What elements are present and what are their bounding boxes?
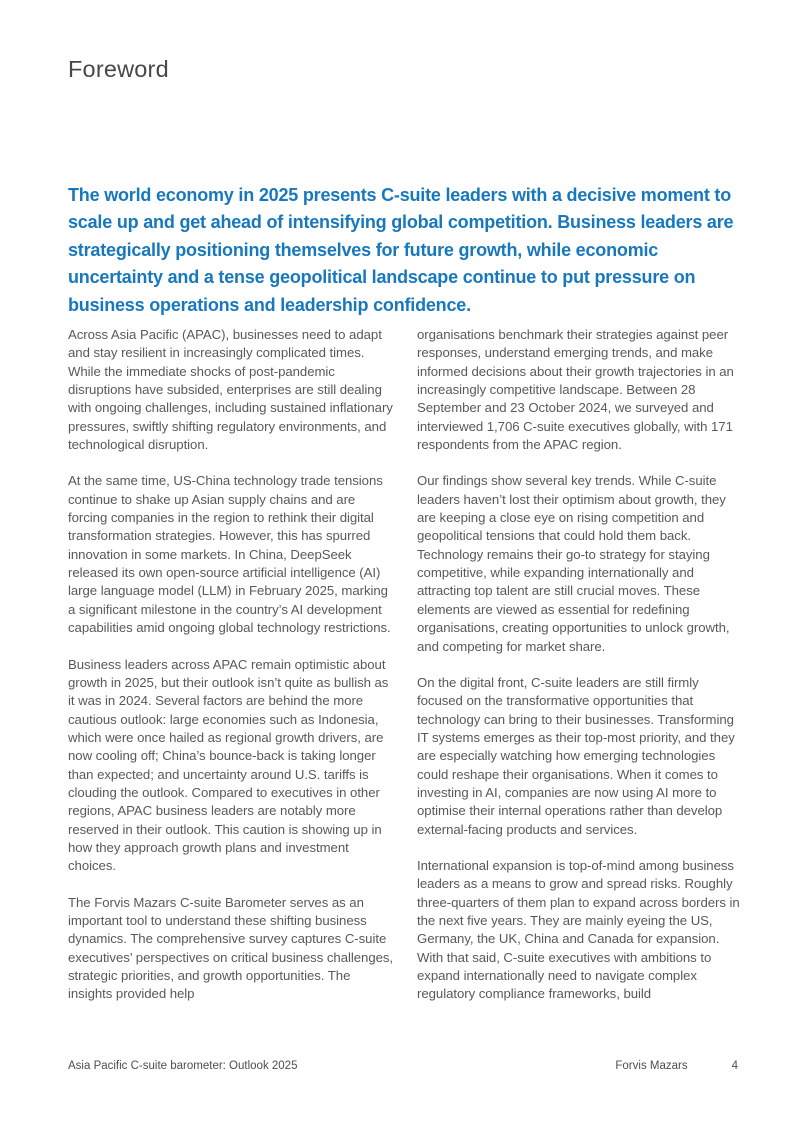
body-columns	[68, 326, 744, 1022]
body-paragraph: The Forvis Mazars C-suite Barometer serves as an important tool to understand these shifting business dynamics. The comprehensive survey captures C-suite executives’ perspectives on critical business challenges, strategic priorities, and growth opportunities. The insights provided help	[68, 894, 394, 1002]
body-paragraph: Business leaders across APAC remain optimistic about growth in 2025, but their outlook isn’t quite as bullish as it was in 2024. Several factors are behind the more cautious outlook: large economies such as Indonesia, which were once hailed as regional growth drivers, are now cooling off; China’s bounce-back is taking longer than expected; and uncertainty around U.S. tariffs is clouding the outlook. Compared to executives in other regions, APAC business leaders are notably more reserved in their outlook. This caution is showing up in how they approach growth plans and investment choices.	[68, 656, 389, 874]
footer-brand: Forvis Mazars	[615, 1060, 688, 1072]
footer-right-group	[615, 1060, 738, 1072]
body-paragraph: International expansion is top-of-mind among business leaders as a means to grow and spread risks. Roughly three-quarters of them plan to expand across borders in the next five years. They are mainly eyeing the US, Germany, the UK, China and Canada for expansion. With that said, C-suite executives with ambitions to expand internationally need to navigate complex regulatory compliance frameworks, build	[417, 857, 740, 1002]
lead-paragraph: The world economy in 2025 presents C-suite leaders with a decisive moment to scale up and get ahead of intensifying global competition. Business leaders are strategically positioning themselves for future growth, while economic uncertainty and a tense geopolitical landscape continue to put pressure on business operations and leadership confidence.	[68, 185, 734, 315]
body-paragraph: Across Asia Pacific (APAC), businesses need to adapt and stay resilient in increasingly complicated times. While the immediate shocks of post-pandemic disruptions have subsided, enterprises are still dealing with ongoing challenges, including sustained inflationary pressures, swiftly shifting regulatory environments, and technological disruption.	[68, 327, 393, 453]
body-paragraph: Our findings show several key trends. While C-suite leaders haven’t lost their optimism about growth, they are keeping a close eye on rising competition and geopolitical tensions that could hold them back. Technology remains their go-to strategy for staying competitive, while expanding internationally and attracting top talent are still crucial moves. These elements are viewed as essential for redefining organisations, creating opportunities to unlock growth, and competing for market share.	[417, 473, 730, 654]
left-column	[68, 326, 395, 1022]
footer-page-number: 4	[731, 1060, 738, 1072]
body-paragraph: On the digital front, C-suite leaders are still firmly focused on the transformative opportunities that technology can bring to their businesses. Transforming IT systems emerges as their top-most priority, and they are especially watching how emerging technologies could reshape their organisations. When it comes to investing in AI, companies are now using AI more to optimise their internal operations rather than develop external-facing products and services.	[417, 674, 735, 837]
page-title: Foreword	[68, 56, 169, 82]
body-paragraph: organisations benchmark their strategies against peer responses, understand emerging trends, and make informed decisions about their growth trajectories in an increasingly competitive landscape. Between 28 September and 23 October 2024, we surveyed and interviewed 1,706 C-suite executives globally, with 171 respondents from the APAC region.	[417, 327, 734, 453]
right-column	[417, 326, 744, 1022]
body-paragraph: At the same time, US-China technology trade tensions continue to shake up Asian supply chains and are forcing companies in the region to rethink their digital transformation strategies. However, this has spurred innovation in some markets. In China, DeepSeek released its own open-source artificial intelligence (AI) large language model (LLM) in February 2025, marking a significant milestone in the country’s AI development capabilities amid ongoing global technology restrictions.	[68, 473, 391, 636]
footer-document-title: Asia Pacific C-suite barometer: Outlook 2025	[68, 1060, 298, 1072]
page-footer	[68, 1060, 738, 1072]
